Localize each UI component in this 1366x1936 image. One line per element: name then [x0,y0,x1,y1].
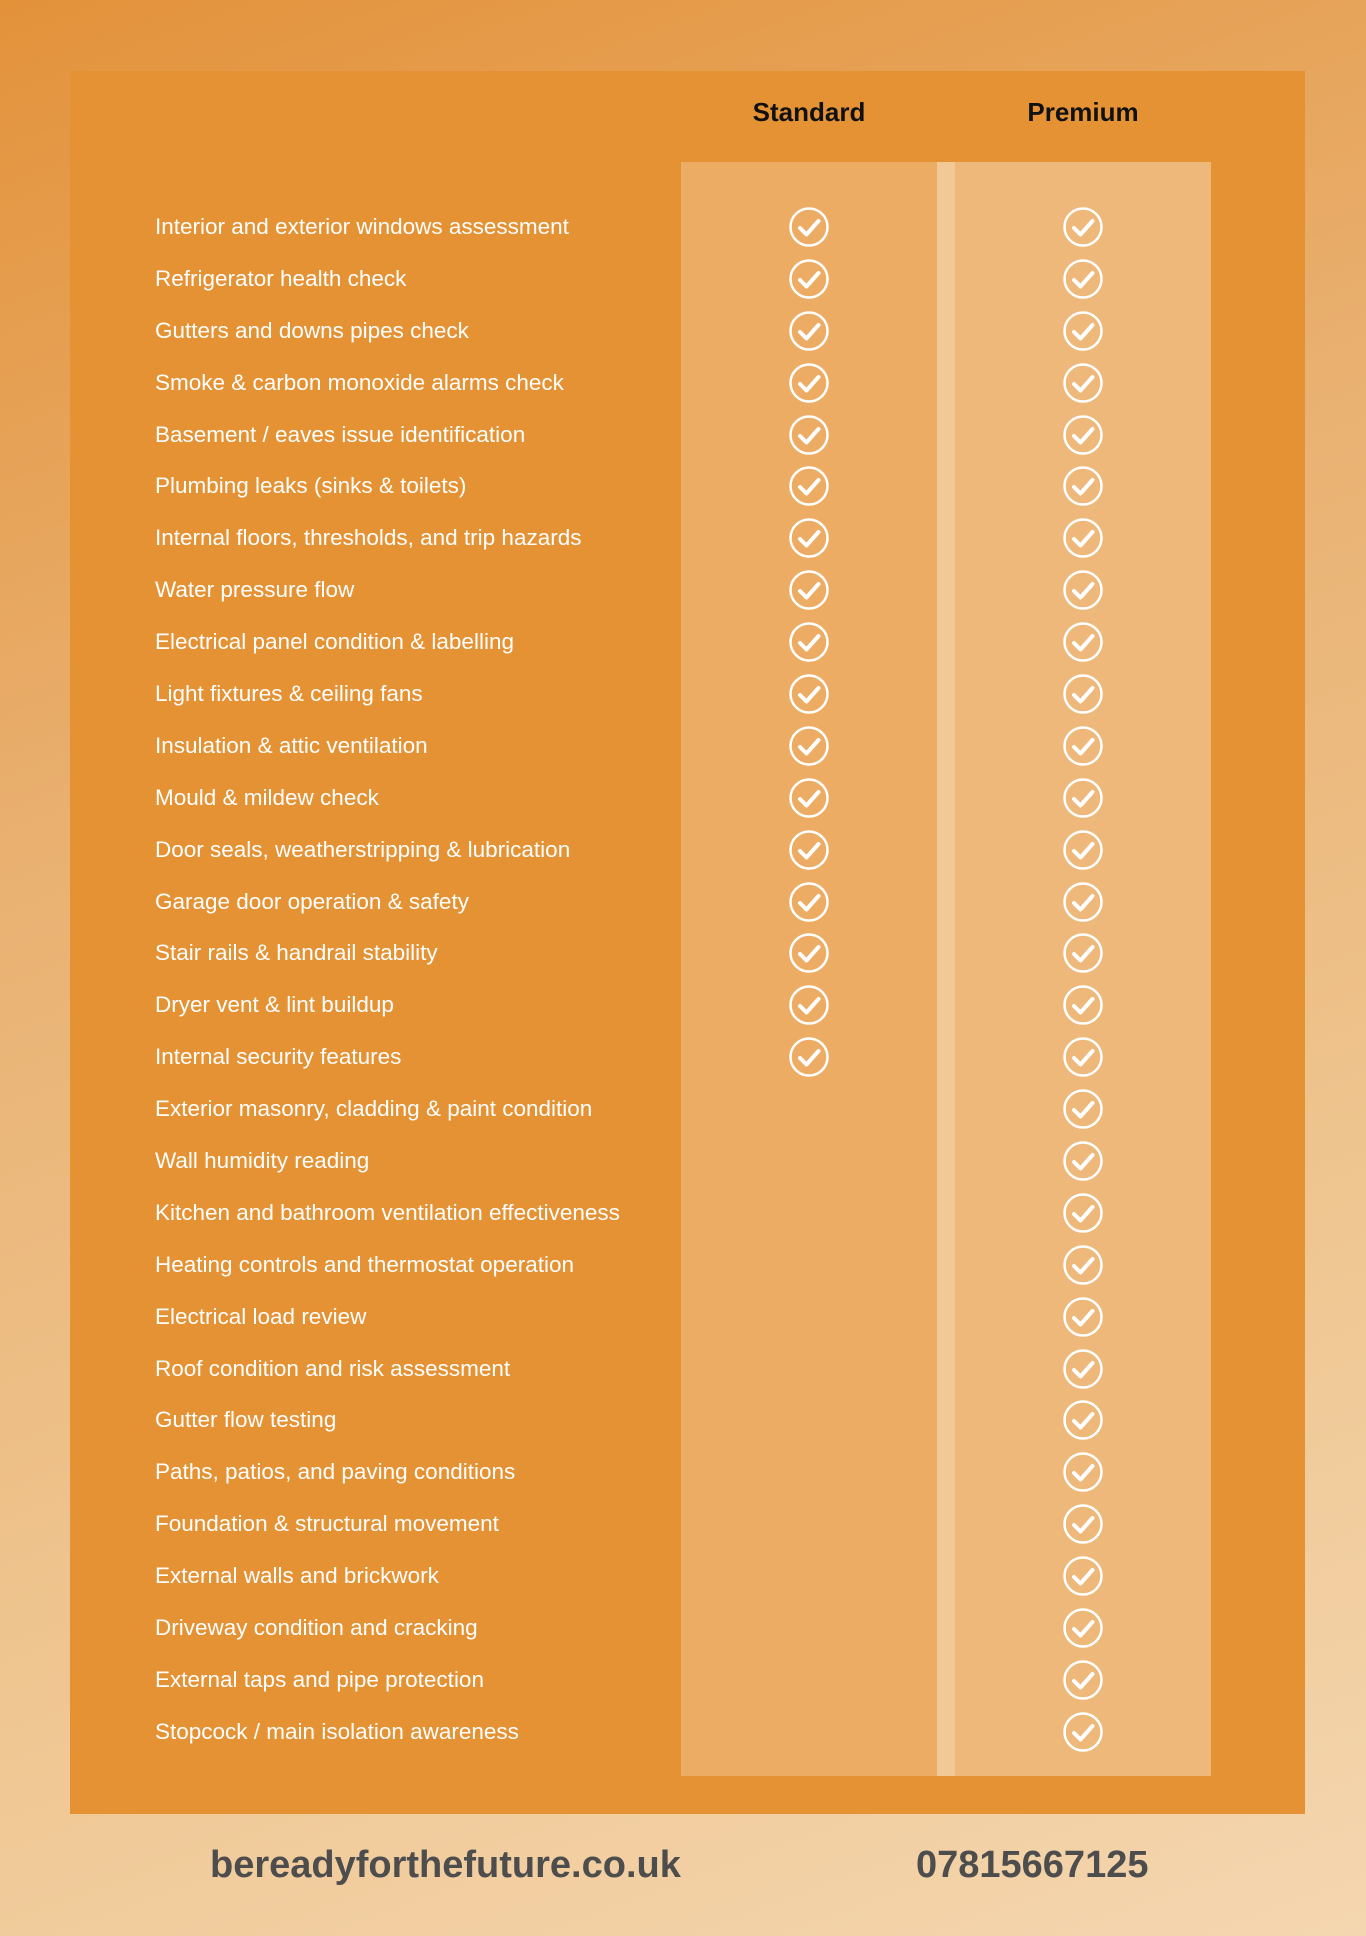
standard-check-icon [789,778,829,818]
premium-check-icon [1063,1089,1103,1129]
feature-row [70,253,1305,305]
feature-row [70,668,1305,720]
phone-number[interactable]: 07815667125 [916,1844,1149,1886]
feature-row [70,1498,1305,1550]
standard-check-icon [789,207,829,247]
premium-check-icon [1063,466,1103,506]
feature-label: Interior and exterior windows assessment [155,214,569,239]
feature-label: Foundation & structural movement [155,1511,499,1537]
feature-row [70,979,1305,1031]
feature-label: Basement / eaves issue identification [155,421,526,447]
standard-check-icon [789,311,829,351]
feature-row [70,409,1305,461]
feature-label: Internal security features [155,1044,402,1070]
feature-label: Water pressure flow [155,577,355,603]
feature-label: Stair rails & handrail stability [155,940,438,966]
feature-row [70,720,1305,772]
feature-label: Gutters and downs pipes check [155,317,469,343]
comparison-panel [70,71,1305,1814]
premium-check-icon [1063,1037,1103,1077]
standard-check-icon [789,466,829,506]
premium-check-icon [1063,1193,1103,1233]
feature-label: Wall humidity reading [155,1148,370,1174]
standard-check-icon [789,1037,829,1077]
standard-check-icon [789,674,829,714]
standard-column-header: Standard [752,97,866,127]
feature-label: Door seals, weatherstripping & lubrication [155,836,571,862]
premium-check-icon [1063,726,1103,766]
standard-check-icon [789,259,829,299]
feature-label: External taps and pipe protection [155,1666,484,1692]
feature-row [70,824,1305,876]
premium-check-icon [1063,311,1103,351]
feature-label: Internal floors, thresholds, and trip hazards [155,525,582,551]
feature-row [70,357,1305,409]
feature-label: Insulation & attic ventilation [155,732,428,758]
feature-label: Electrical load review [155,1303,367,1329]
premium-check-icon [1063,1297,1103,1337]
standard-check-icon [789,518,829,558]
feature-label: Stopcock / main isolation awareness [155,1718,519,1744]
premium-check-icon [1063,778,1103,818]
feature-row [70,460,1305,512]
feature-label: Mould & mildew check [155,784,379,810]
premium-check-icon [1063,1660,1103,1700]
feature-label: External walls and brickwork [155,1563,439,1589]
premium-check-icon [1063,1608,1103,1648]
feature-row [70,772,1305,824]
premium-check-icon [1063,570,1103,610]
feature-label: Electrical panel condition & labelling [155,629,514,655]
premium-check-icon [1063,1245,1103,1285]
premium-check-icon [1063,1141,1103,1181]
feature-label: Roof condition and risk assessment [155,1355,511,1381]
feature-label: Light fixtures & ceiling fans [155,681,423,707]
premium-check-icon [1063,830,1103,870]
standard-check-icon [789,830,829,870]
feature-row [70,616,1305,668]
feature-row [70,1343,1305,1395]
premium-check-icon [1063,985,1103,1025]
feature-label: Gutter flow testing [155,1407,337,1433]
premium-check-icon [1063,1712,1103,1752]
standard-check-icon [789,363,829,403]
feature-label: Driveway condition and cracking [155,1615,478,1641]
feature-row [70,876,1305,928]
feature-label: Dryer vent & lint buildup [155,992,394,1018]
premium-check-icon [1063,363,1103,403]
feature-row [70,1446,1305,1498]
feature-label: Heating controls and thermostat operation [155,1251,574,1277]
premium-check-icon [1063,882,1103,922]
feature-row [70,512,1305,564]
standard-check-icon [789,933,829,973]
premium-column-header: Premium [1027,97,1139,127]
standard-check-icon [789,622,829,662]
feature-label: Plumbing leaks (sinks & toilets) [155,473,467,499]
feature-label: Paths, patios, and paving conditions [155,1459,516,1485]
feature-label: Kitchen and bathroom ventilation effectiveness [155,1199,620,1225]
feature-row [70,1083,1305,1135]
premium-check-icon [1063,933,1103,973]
feature-row [70,1550,1305,1602]
feature-row [70,1602,1305,1654]
feature-label: Garage door operation & safety [155,888,469,914]
standard-check-icon [789,570,829,610]
premium-check-icon [1063,518,1103,558]
feature-row [70,1706,1305,1758]
feature-label: Refrigerator health check [155,265,407,291]
standard-check-icon [789,882,829,922]
feature-row [70,1187,1305,1239]
premium-check-icon [1063,259,1103,299]
feature-row [70,1654,1305,1706]
feature-row [70,1291,1305,1343]
premium-check-icon [1063,415,1103,455]
standard-check-icon [789,726,829,766]
premium-check-icon [1063,1400,1103,1440]
feature-row [70,927,1305,979]
premium-check-icon [1063,674,1103,714]
feature-label: Smoke & carbon monoxide alarms check [155,369,564,395]
feature-row [70,1135,1305,1187]
premium-check-icon [1063,1452,1103,1492]
standard-check-icon [789,415,829,455]
standard-check-icon [789,985,829,1025]
feature-row [70,201,1305,253]
premium-check-icon [1063,1504,1103,1544]
premium-check-icon [1063,1556,1103,1596]
feature-row [70,1031,1305,1083]
feature-row [70,1394,1305,1446]
feature-row [70,305,1305,357]
feature-row [70,564,1305,616]
premium-check-icon [1063,1349,1103,1389]
feature-label: Exterior masonry, cladding & paint condition [155,1096,593,1122]
premium-check-icon [1063,622,1103,662]
feature-list [70,201,1305,1758]
feature-row [70,1239,1305,1291]
premium-check-icon [1063,207,1103,247]
website-url[interactable]: bereadyforthefuture.co.uk [210,1844,681,1886]
